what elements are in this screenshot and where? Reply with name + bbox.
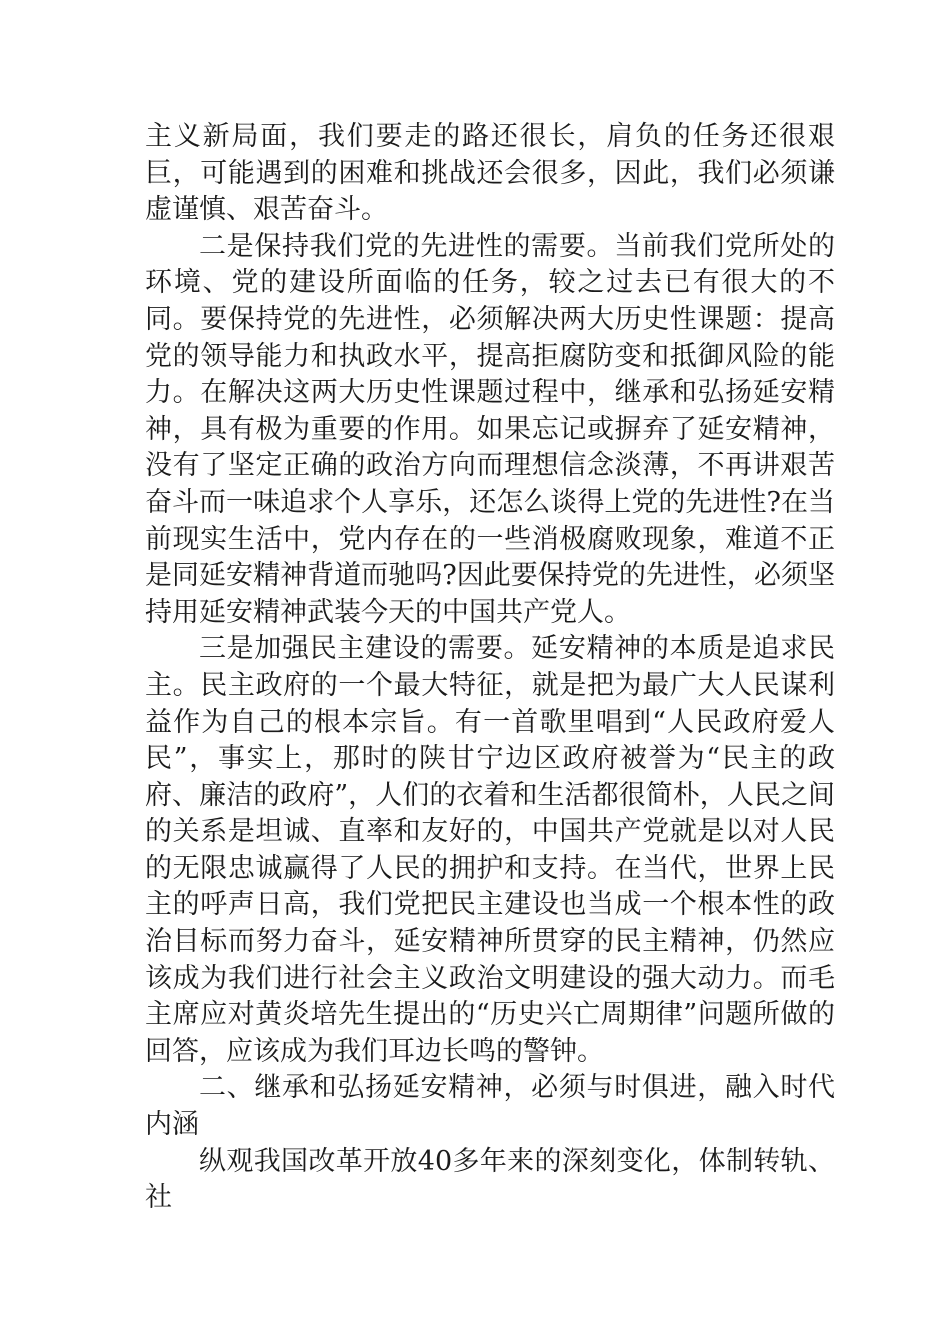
document-body (145, 119, 835, 1217)
paragraph-continuation: 主义新局面，我们要走的路还很长，肩负的任务还很艰巨，可能遇到的困难和挑战还会很多，因此，我们必须谦虚谨慎、艰苦奋斗。 (145, 121, 835, 226)
paragraph-reform: 纵观我国改革开放40多年来的深刻变化，体制转轨、社 (145, 1145, 835, 1214)
paragraph-party-advancement: 二是保持我们党的先进性的需要。当前我们党所处的环境、党的建设所面临的任务，较之过去已有很大的不同。要保持党的先进性，必须解决两大历史性课题：提高党的领导能力和执政水平，提高拒腐防变和抵御风险的能力。在解决这两大历史性课题过程中，继承和弘扬延安精神，具有极为重要的作用。如果忘记或摒弃了延安精神，没有了坚定正确的政治方向而理想信念淡薄，不再讲艰苦奋斗而一味追求个人享乐，还怎么谈得上党的先进性?在当前现实生活中，党内存在的一些消极腐败现象，难道不正是同延安精神背道而驰吗?因此要保持党的先进性，必须坚持用延安精神武装今天的中国共产党人。 (145, 230, 835, 628)
section-heading: 二、继承和弘扬延安精神，必须与时俱进，融入时代内涵 (145, 1072, 835, 1141)
paragraph-democracy: 三是加强民主建设的需要。延安精神的本质是追求民主。民主政府的一个最大特征，就是把为最广大人民谋利益作为自己的根本宗旨。有一首歌里唱到“人民政府爱人民”，事实上，那时的陕甘宁边区政府被誉为“民主的政府、廉洁的政府”，人们的衣着和生活都很简朴，人民之间的关系是坦诚、直率和友好的，中国共产党就是以对人民的无限忠诚赢得了人民的拥护和支持。在当代，世界上民主的呼声日高，我们党把民主建设也当成一个根本性的政治目标而努力奋斗，延安精神所贯穿的民主精神，仍然应该成为我们进行社会主义政治文明建设的强大动力。而毛主席应对黄炎培先生提出的“历史兴亡周期律”问题所做的回答，应该成为我们耳边长鸣的警钟。 (145, 633, 835, 1067)
